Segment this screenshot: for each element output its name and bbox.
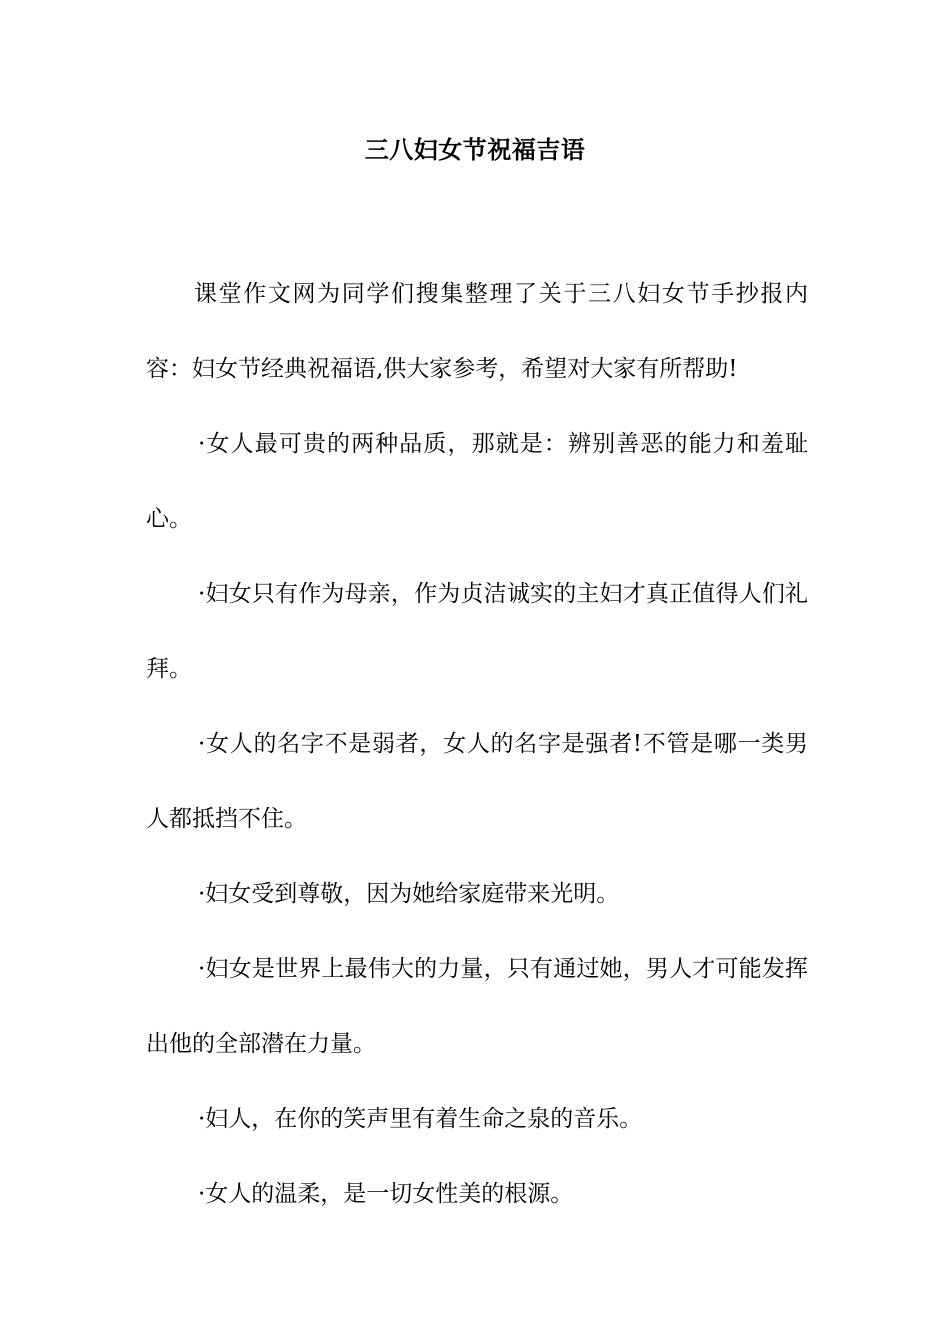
list-item: ·妇女受到尊敬，因为她给家庭带来光明。 bbox=[198, 881, 620, 907]
document-body bbox=[146, 257, 808, 1232]
list-item: ·妇女是世界上最伟大的力量，只有通过她，男人才可能发挥出他的全部潜在力量。 bbox=[146, 956, 808, 1057]
intro-paragraph: 课堂作文网为同学们搜集整理了关于三八妇女节手抄报内容：妇女节经典祝福语,供大家参考，希望对大家有所帮助! bbox=[146, 281, 808, 382]
document-title: 三八妇女节祝福吉语 bbox=[364, 135, 586, 164]
list-item: ·女人的名字不是弱者，女人的名字是强者!不管是哪一类男人都抵挡不住。 bbox=[146, 731, 808, 832]
list-item: ·女人的温柔，是一切女性美的根源。 bbox=[198, 1181, 574, 1207]
list-item: ·妇人，在你的笑声里有着生命之泉的音乐。 bbox=[198, 1106, 643, 1132]
list-item: ·女人最可贵的两种品质，那就是：辨别善恶的能力和羞耻心。 bbox=[146, 431, 808, 532]
list-item: ·妇女只有作为母亲，作为贞洁诚实的主妇才真正值得人们礼拜。 bbox=[146, 581, 808, 682]
